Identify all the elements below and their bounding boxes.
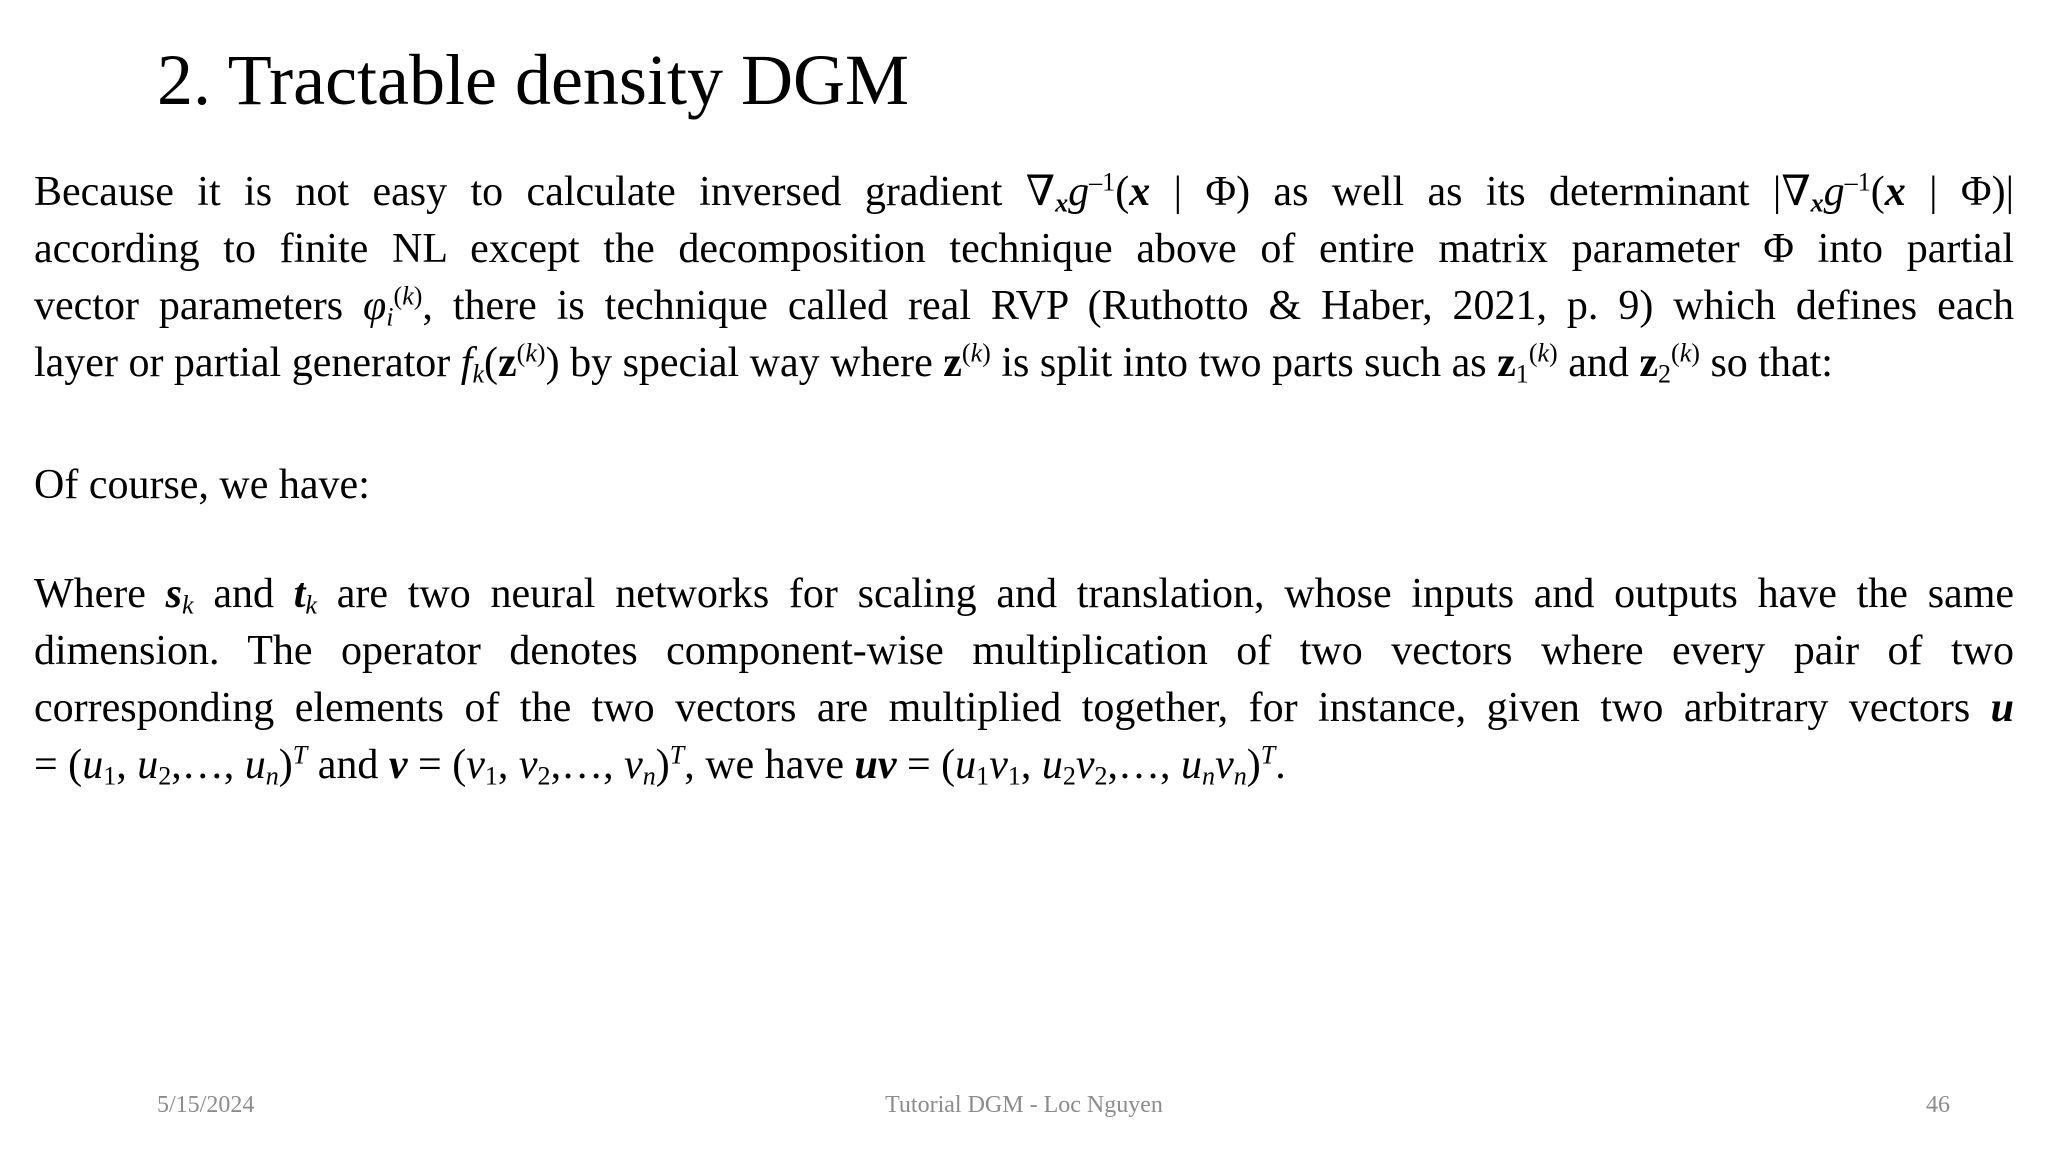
paragraph-of-course	[34, 457, 2014, 514]
paragraph-line: layer or partial generator $f_k(z^{(k)})$ by special way where $z^{(k)}$ is split into two parts such as $z_1^{(k)}$ and $z_2^{(k)}$ so that:	[34, 338, 1833, 389]
paragraph-line: according to finite NL except the decomposition technique above of entire matrix parameter Φ into partial	[34, 226, 2014, 272]
footer-date: 5/15/2024	[157, 1092, 255, 1118]
paragraph-line: Because it is not easy to calculate inversed gradient $\nabla_xg^{-1}(x$ | Φ) as well as its determinant $|\nabla_xg^{-1}(x$ | Φ)|	[34, 167, 2014, 218]
footer-title: Tutorial DGM - Loc Nguyen	[885, 1092, 1163, 1118]
paragraph-line: = ($u_1$, $u_2,\dots$, $u_n)^T$ and $v = (v_1$, $v_2,\dots$, $v_n)^T$, we have uv = ($u_1v_1$, $u_2v_2,\dots$, $u_nv_n)^T$.	[34, 740, 1286, 791]
paragraph-scaling-translation	[34, 566, 2014, 794]
paragraph-line: Of course, we have:	[34, 462, 370, 508]
paragraph-line: vector parameters $\varphi_i^{(k)}$, there is technique called real RVP (Ruthotto & Haber, 2021, p. 9) which defines each	[34, 281, 2014, 332]
paragraph-line: corresponding elements of the two vectors are multiplied together, for instance, given two arbitrary vectors u	[34, 685, 2014, 731]
slide-title: 2. Tractable density DGM	[157, 40, 909, 120]
footer-page-number: 46	[1926, 1092, 1950, 1118]
paragraph-rvp-intro	[34, 164, 2014, 392]
paragraph-line: Where $s_k$ and $t_k$ are two neural networks for scaling and translation, whose inputs and outputs have the same	[34, 571, 2014, 620]
paragraph-line: dimension. The operator denotes component-wise multiplication of two vectors where every pair of two	[34, 628, 2014, 674]
